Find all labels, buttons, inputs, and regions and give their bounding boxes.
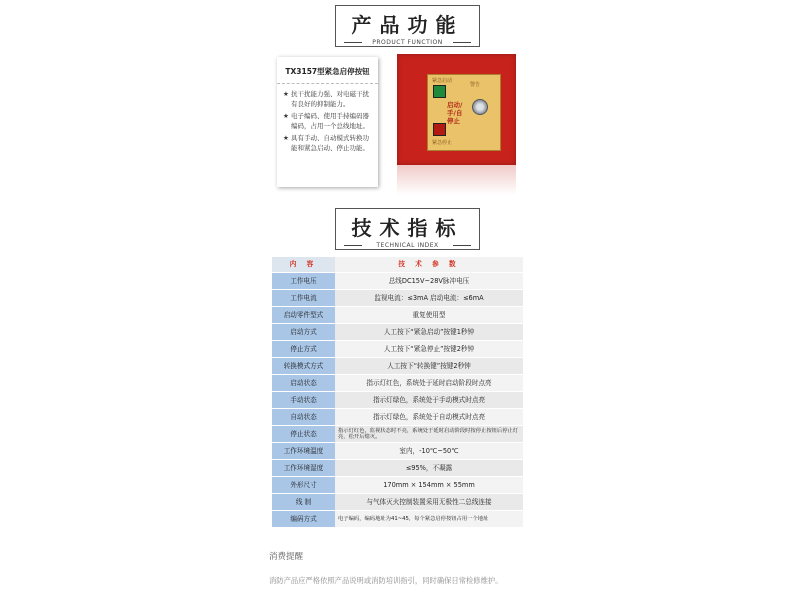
star-icon: ★ [283, 112, 289, 120]
consumer-tip-title: 消费提醒 [269, 552, 304, 562]
spec-key: 转换模式方式 [272, 358, 335, 375]
spec-value: 指示灯红色，监视状态时不亮，系统处于延时启动阶段时按停止按钮后停止灯亮，松开后熄灭。 [335, 426, 523, 443]
spec-value: 170mm × 154mm × 55mm [335, 477, 523, 494]
spec-key: 手动状态 [272, 392, 335, 409]
spec-key: 启动方式 [272, 324, 335, 341]
spec-key: 线 制 [272, 494, 335, 511]
table-row [272, 324, 523, 341]
section-title: 产品功能 [351, 13, 464, 37]
spec-key: 工作环境温度 [272, 443, 335, 460]
start-label: 紧急启动 [432, 78, 453, 84]
spec-key: 启动状态 [272, 375, 335, 392]
table-row [272, 341, 523, 358]
spec-key: 工作电压 [272, 273, 335, 290]
section-subtitle: PRODUCT FUNCTION [336, 39, 479, 46]
spec-value: 监视电流：≤3mA 启动电流：≤6mA [335, 290, 523, 307]
header-value: 技 术 参 数 [335, 257, 523, 273]
feature-card-title: TX3157型紧急启停按钮 [277, 57, 378, 84]
product-photo [397, 54, 516, 165]
table-row [272, 477, 523, 494]
table-row [272, 443, 523, 460]
header-key: 内 容 [272, 257, 335, 273]
device-panel [427, 74, 501, 151]
spec-value: 人工按下“紧急停止”按键2秒钟 [335, 341, 523, 358]
spec-value: 电子编码，编码地址为41~45，每个紧急启停按钮占用一个地址 [335, 511, 523, 528]
table-row [272, 494, 523, 511]
spec-key: 停止状态 [272, 426, 335, 443]
product-function-header [335, 5, 480, 47]
spec-key: 自动状态 [272, 409, 335, 426]
table-row [272, 511, 523, 528]
section-title: 技术指标 [351, 216, 464, 240]
spec-key: 启动零件型式 [272, 307, 335, 324]
feature-card [277, 57, 378, 187]
spec-table-header [272, 257, 523, 273]
device-stamp-text: 启动/ 手/自 停止 [447, 101, 463, 125]
spec-key: 外形尺寸 [272, 477, 335, 494]
table-row [272, 392, 523, 409]
spec-value: 总线DC15V~28V脉冲电压 [335, 273, 523, 290]
feature-item: ★ 抗干扰能力强、对电磁干扰有良好的抑制能力。 [283, 90, 369, 108]
section-subtitle: TECHNICAL INDEX [336, 242, 479, 249]
photo-reflection [397, 165, 516, 195]
warning-label: 警告 [470, 82, 481, 88]
star-icon: ★ [283, 134, 289, 142]
table-row [272, 409, 523, 426]
spec-value: 与气体灭火控制装置采用无极性二总线连接 [335, 494, 523, 511]
spec-key: 工作电流 [272, 290, 335, 307]
table-row [272, 426, 523, 443]
spec-value: 人工按下“紧急启动”按键1秒钟 [335, 324, 523, 341]
table-row [272, 375, 523, 392]
spec-key: 停止方式 [272, 341, 335, 358]
star-icon: ★ [283, 90, 289, 98]
spec-value: 室内，-10℃~50℃ [335, 443, 523, 460]
spec-key: 工作环境湿度 [272, 460, 335, 477]
keyhole-icon [472, 99, 488, 115]
start-button-icon [433, 85, 446, 98]
table-row [272, 358, 523, 375]
stop-button-icon [433, 123, 446, 136]
table-row [272, 273, 523, 290]
spec-value: 人工按下“转换键”按键2秒钟 [335, 358, 523, 375]
spec-value: 指示灯绿色，系统处于自动模式时点亮 [335, 409, 523, 426]
spec-value: 指示灯绿色，系统处于手动模式时点亮 [335, 392, 523, 409]
spec-key: 编码方式 [272, 511, 335, 528]
spec-table [272, 257, 523, 528]
table-row [272, 460, 523, 477]
consumer-tip-text: 消防产品应严格依照产品说明或消防培训指引，同时确保日常检修维护。 [269, 576, 503, 585]
feature-list [277, 89, 378, 153]
table-row [272, 290, 523, 307]
technical-index-header [335, 208, 480, 250]
table-row [272, 307, 523, 324]
spec-value: 重复使用型 [335, 307, 523, 324]
feature-item: ★ 电子编码、使用手持编码器编码，占用一个总线地址。 [283, 112, 369, 130]
spec-value: ≤95%，不凝露 [335, 460, 523, 477]
stop-label: 紧急停止 [432, 140, 453, 146]
feature-item: ★ 具有手动、自动模式转换功能和紧急启动、停止功能。 [283, 134, 369, 152]
spec-value: 指示灯红色，系统处于延时启动阶段时点亮 [335, 375, 523, 392]
